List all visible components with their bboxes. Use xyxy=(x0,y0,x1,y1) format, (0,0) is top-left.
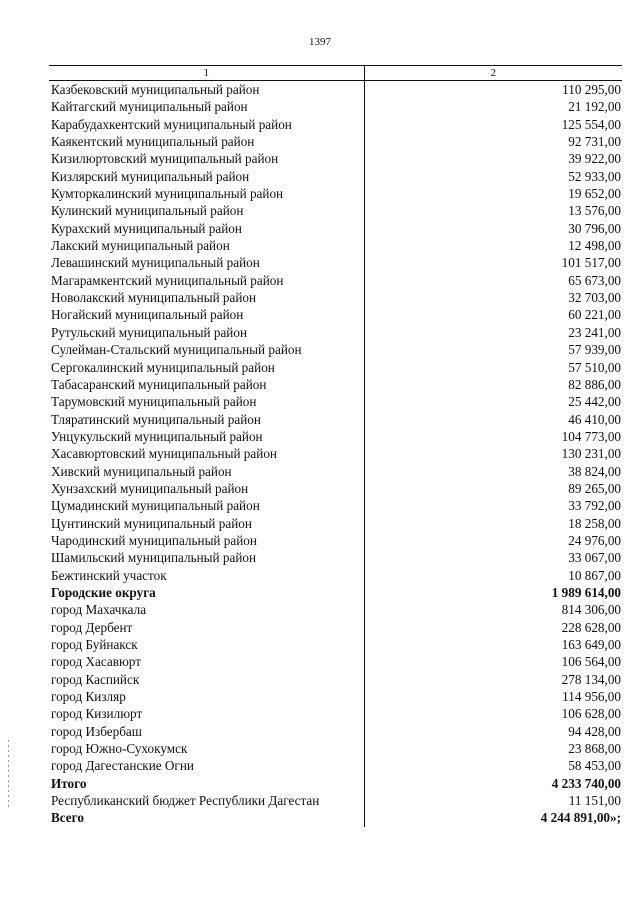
row-value: 19 652,00 xyxy=(568,186,621,202)
table-header xyxy=(49,66,622,81)
table-row xyxy=(49,463,622,480)
row-value: 57 510,00 xyxy=(568,359,621,375)
table-row xyxy=(49,775,622,792)
row-value: 32 703,00 xyxy=(568,290,621,306)
row-name: Магарамкентский муниципальный район xyxy=(49,272,364,289)
row-value: 23 241,00 xyxy=(568,324,621,340)
row-value: 46 410,00 xyxy=(568,411,621,427)
row-value: 33 792,00 xyxy=(568,498,621,514)
table-row xyxy=(49,133,622,150)
table-body xyxy=(49,81,622,827)
table-row xyxy=(49,549,622,566)
row-name: Чародинский муниципальный район xyxy=(49,532,364,549)
row-name: Кизлярский муниципальный район xyxy=(49,168,364,185)
row-name: Левашинский муниципальный район xyxy=(49,254,364,271)
row-value: 814 306,00 xyxy=(561,602,621,618)
row-name: Хунзахский муниципальный район xyxy=(49,480,364,497)
row-name: Лакский муниципальный район xyxy=(49,237,364,254)
table-row xyxy=(49,497,622,514)
row-name: Хасавюртовский муниципальный район xyxy=(49,445,364,462)
table-row xyxy=(49,671,622,688)
row-value: 11 151,00 xyxy=(568,793,621,809)
row-name: Карабудахкентский муниципальный район xyxy=(49,116,364,133)
row-name: Итого xyxy=(49,775,364,792)
table-row xyxy=(49,185,622,202)
table-row xyxy=(49,306,622,323)
row-value: 278 134,00 xyxy=(561,671,621,687)
table-row xyxy=(49,740,622,757)
table-row xyxy=(49,202,622,219)
row-name: город Избербаш xyxy=(49,723,364,740)
row-value: 110 295,00 xyxy=(562,82,621,97)
header-row xyxy=(49,66,622,81)
row-value: 94 428,00 xyxy=(568,723,621,739)
table-row xyxy=(49,237,622,254)
row-name: Всего xyxy=(49,809,364,826)
row-value: 106 564,00 xyxy=(561,654,621,670)
row-value: 25 442,00 xyxy=(568,394,621,410)
row-name: Унцукульский муниципальный район xyxy=(49,428,364,445)
row-value: 12 498,00 xyxy=(568,238,621,254)
budget-table xyxy=(49,65,622,827)
row-value: 38 824,00 xyxy=(568,463,621,479)
row-value: 18 258,00 xyxy=(568,515,621,531)
table-row xyxy=(49,376,622,393)
row-name: город Южно-Сухокумск xyxy=(49,740,364,757)
table-row xyxy=(49,567,622,584)
row-name: Рутульский муниципальный район xyxy=(49,324,364,341)
row-name: Ногайский муниципальный район xyxy=(49,306,364,323)
table-row xyxy=(49,445,622,462)
row-name: Тарумовский муниципальный район xyxy=(49,393,364,410)
row-value: 92 731,00 xyxy=(568,134,621,150)
row-name: Бежтинский участок xyxy=(49,567,364,584)
table-row xyxy=(49,636,622,653)
table-row xyxy=(49,116,622,133)
budget-table-container xyxy=(49,65,622,827)
row-name: город Дербент xyxy=(49,619,364,636)
row-value: 60 221,00 xyxy=(568,307,621,323)
row-name: Табасаранский муниципальный район xyxy=(49,376,364,393)
row-value: 57 939,00 xyxy=(568,342,621,358)
row-name: Казбековский муниципальный район xyxy=(49,81,364,99)
row-value: 65 673,00 xyxy=(568,272,621,288)
row-value: 10 867,00 xyxy=(568,567,621,583)
row-name: Кулинский муниципальный район xyxy=(49,202,364,219)
row-name: Каякентский муниципальный район xyxy=(49,133,364,150)
row-name: город Дагестанские Огни xyxy=(49,757,364,774)
row-value: 33 067,00 xyxy=(568,550,621,566)
table-row xyxy=(49,98,622,115)
row-value: 24 976,00 xyxy=(568,532,621,548)
row-value: 30 796,00 xyxy=(568,220,621,236)
row-value: 82 886,00 xyxy=(568,376,621,392)
table-row xyxy=(49,619,622,636)
row-value: 89 265,00 xyxy=(568,480,621,496)
margin-scan-mark xyxy=(8,740,9,810)
page-number: 1397 xyxy=(309,36,331,48)
table-row xyxy=(49,480,622,497)
row-value: 130 231,00 xyxy=(561,446,621,462)
table-row xyxy=(49,411,622,428)
row-name: город Буйнакск xyxy=(49,636,364,653)
table-row xyxy=(49,723,622,740)
row-name: Кизилюртовский муниципальный район xyxy=(49,150,364,167)
table-row xyxy=(49,428,622,445)
table-row xyxy=(49,341,622,358)
table-row xyxy=(49,688,622,705)
row-value: 39 922,00 xyxy=(568,151,621,167)
row-value: 228 628,00 xyxy=(561,619,621,635)
row-name: Сулейман-Стальский муниципальный район xyxy=(49,341,364,358)
row-name: Цумадинский муниципальный район xyxy=(49,497,364,514)
row-name: город Кизляр xyxy=(49,688,364,705)
row-value: 4 233 740,00 xyxy=(551,775,621,791)
row-name: Шамильский муниципальный район xyxy=(49,549,364,566)
row-value: 104 773,00 xyxy=(561,428,621,444)
row-value: 101 517,00 xyxy=(561,255,621,271)
row-name: Новолакский муниципальный район xyxy=(49,289,364,306)
table-row xyxy=(49,220,622,237)
row-value: 58 453,00 xyxy=(568,758,621,774)
table-row xyxy=(49,272,622,289)
table-row xyxy=(49,150,622,167)
row-value: 4 244 891,00»; xyxy=(540,810,621,826)
table-row xyxy=(49,359,622,376)
row-value: 1 989 614,00 xyxy=(551,584,621,600)
table-row xyxy=(49,254,622,271)
row-name: город Каспийск xyxy=(49,671,364,688)
table-row xyxy=(49,584,622,601)
row-value: 163 649,00 xyxy=(561,637,621,652)
row-name: Хивский муниципальный район xyxy=(49,463,364,480)
row-value: 125 554,00 xyxy=(561,116,621,132)
row-name: Республиканский бюджет Республики Дагестан xyxy=(49,792,364,809)
column-header-1: 1 xyxy=(49,66,364,81)
table-row xyxy=(49,757,622,774)
row-name: город Хасавюрт xyxy=(49,653,364,670)
row-name: Сергокалинский муниципальный район xyxy=(49,359,364,376)
table-row xyxy=(49,289,622,306)
row-name: Цунтинский муниципальный район xyxy=(49,515,364,532)
table-row xyxy=(49,601,622,618)
row-value: 106 628,00 xyxy=(561,706,621,722)
row-value: 52 933,00 xyxy=(568,168,621,184)
table-row xyxy=(49,324,622,341)
table-row xyxy=(49,515,622,532)
table-row xyxy=(49,168,622,185)
row-value: 21 192,00 xyxy=(568,99,621,115)
table-row xyxy=(49,653,622,670)
table-row xyxy=(49,705,622,722)
row-value: 114 956,00 xyxy=(562,689,621,705)
table-row xyxy=(49,792,622,809)
row-name: Курахский муниципальный район xyxy=(49,220,364,237)
row-value: 13 576,00 xyxy=(568,203,621,219)
table-row xyxy=(49,393,622,410)
row-name: Кайтагский муниципальный район xyxy=(49,98,364,115)
column-header-2: 2 xyxy=(364,66,622,81)
row-name: Городские округа xyxy=(49,584,364,601)
table-row xyxy=(49,532,622,549)
row-name: Кумторкалинский муниципальный район xyxy=(49,185,364,202)
row-name: Тляратинский муниципальный район xyxy=(49,411,364,428)
row-name: город Кизилюрт xyxy=(49,705,364,722)
row-name: город Махачкала xyxy=(49,601,364,618)
row-value: 23 868,00 xyxy=(568,741,621,757)
table-row xyxy=(49,81,622,99)
table-row xyxy=(49,809,622,826)
